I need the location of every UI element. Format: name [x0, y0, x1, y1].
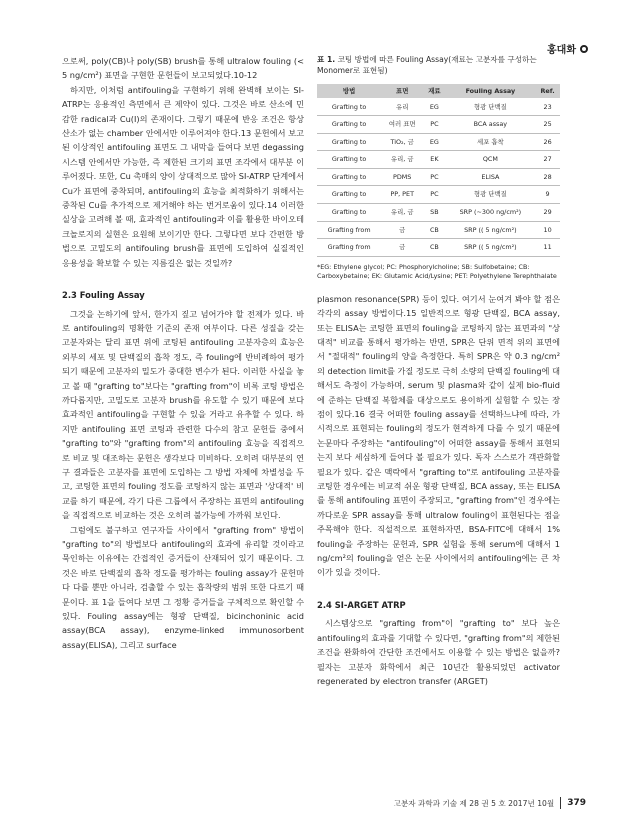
table-cell: 금	[381, 239, 423, 257]
table-cell: 26	[535, 133, 560, 151]
table-row	[317, 239, 560, 257]
table-cell: BCA assay	[446, 116, 536, 134]
table-cell: 유리	[381, 98, 423, 115]
header-material: 재료	[423, 84, 445, 98]
header-author: 홍대화	[547, 45, 576, 56]
header-surface: 표면	[381, 84, 423, 98]
table-cell: CB	[423, 221, 445, 239]
paragraph: 시스템상으로 "grafting from"이 "grafting to" 보다 높은 antifouling의 효과를 기대할 수 있다면, "grafting from"의 제한된 조건을 완화하여 간단한 조건에서도 이용할 수 있는 방법은 없을까? 필자는 고분자 화학에서 최근 10년간 활용되었던 activator regenerated by electron transfer (ARGET)	[317, 618, 560, 686]
table-cell: SRP (( 5 ng/cm²)	[446, 239, 536, 257]
table-cell: Grafting to	[317, 168, 381, 186]
table-cell: 세포 흡착	[446, 133, 536, 151]
paragraph: 하지만, 이처럼 antifouling을 구현하기 위해 완벽해 보이는 SI-ATRP는 응용적인 측면에서 큰 제약이 있다. 그것은 바로 산소에 민감한 radical과 Cu(I)의 존재이다. 그렇기 때문에 반응 조건은 항상 산소가 없는 chamber 안에서만 이루어져야 한다.13 문헌에서 보고된 이상적인 antifouling 표면도 그 내막을 들여다 보면 degassing 시스템 안에서만 가능한, 즉 제한된 크기의 표면 조각에서 대부분 이루어졌다. 또한, Cu 촉매의 양이 상대적으로 많아 SI-ATRP 단계에서 Cu가 표면에 중착되며, antifouling의 효능을 최적화하기 위해서는 중착된 Cu를 추가적으로 제거해야 하는 번거로움이 있다.14 이러한 실상을 고려해 볼 때, 효과적인 antifouling과 이를 활용한 바이오테크놀로지의 실현은 요원해 보이기만 한다. 그렇다면 보다 간편한 방법으로 고밀도의 antifouling brush를 표면에 도입하여 실질적인 응용성을 확보할 수 있는 지름길은 없는 것일까?	[62, 84, 304, 268]
paragraph: 그것을 논하기에 앞서, 한가지 짚고 넘어가야 할 전제가 있다. 바로 antifouling의 명확한 기준의 존재 여부이다. 다른 성질을 갖는 고분자와는 달리 표면 위에 코팅된 antifouling 고분자층의 효능은 외부의 세포 및 단백질의 흡착 정도, 즉 fouling에 반비례하여 평가되기 때문에 고분자의 밀도가 중대한 변수가 된다. 이러한 사실을 놓고 볼 때 "grafting to"보다는 "grafting from"이 비록 코팅 방법은 까다롭지만, 고밀도로 고분자 brush를 유도할 수 있기 때문에 보다 효과적인 antifouling을 구현할 수 있을 거라고 유추할 수 있다. 하지만 antifouling 표면 코팅과 관련한 다수의 참고 문헌들 중에서 "grafting to"와 "grafting from"의 antifouling 효능을 직접적으로 비교 및 대조하는 문헌은 생각보다 미비하다. 오히려 대부분의 연구 결과들은 고분자를 표면에 도입하는 그 방법 자체에 차별성을 두고, 코팅한 표면의 fouling 정도를 코팅하지 않는 표면과 '상대적' 비교를 하기 때문에, 각기 다른 그룹에서 주장하는 표면의 antifouling을 직접적으로 비교하는 것은 오히려 불가능에 가까워 보인다.	[62, 308, 304, 521]
table-cell: 29	[535, 203, 560, 221]
footer-divider	[560, 797, 561, 809]
table-cell: 유리, 금	[381, 151, 423, 169]
table-cell: Grafting to	[317, 116, 381, 134]
table-cell: 25	[535, 116, 560, 134]
paragraph: 그럼에도 불구하고 연구자들 사이에서 "grafting from" 방법이 "grafting to"의 방법보다 antifouling의 효과에 유리할 것이라고 묵인하는 이유에는 간접적인 증거들이 산재되어 있기 때문이다. 그것은 바로 단백질의 흡착 정도를 평가하는 fouling assay가 문헌마다 다를 뿐만 아니라, 검출할 수 있는 흡착량의 범위 또한 다르기 때문이다. 표 1을 들여다 보면 그 정황 증거들을 구체적으로 확인할 수 있다. Fouling assay에는 형광 단백질, bicinchoninic acid assay(BCA assay), enzyme-linked immunosorbent assay(ELISA), 그리고 surface	[62, 524, 304, 650]
table-cell: Grafting from	[317, 221, 381, 239]
table-cell: 9	[535, 186, 560, 204]
page-footer	[394, 797, 586, 809]
table-cell: 23	[535, 98, 560, 115]
table-cell: TiO₂, 금	[381, 133, 423, 151]
table-cell: SB	[423, 203, 445, 221]
footer-journal: 고분자 과학과 기술 제 28 권 5 호 2017년 10월	[393, 798, 555, 808]
table-row	[317, 116, 560, 134]
header-assay: Fouling Assay	[446, 84, 536, 98]
table-cell: PC	[423, 186, 445, 204]
table-cell: PC	[423, 116, 445, 134]
table-cell: 27	[535, 151, 560, 169]
table-cell: PP, PET	[381, 186, 423, 204]
header-method: 방법	[317, 84, 381, 98]
table-cell: 형광 단백질	[446, 186, 536, 204]
page-number: 379	[567, 798, 586, 808]
table-row	[317, 151, 560, 169]
table-cell: 28	[535, 168, 560, 186]
paragraph: plasmon resonance(SPR) 등이 있다. 여기서 눈여겨 봐야 할 점은 각각의 assay 방법이다.15 일반적으로 형광 단백질, BCA assay, 또는 ELISA는 코팅한 표면의 fouling을 코팅하지 않는 표면과의 "상대적" 비교를 통해서 평가하는 반면, SPR은 단위 면적 위의 표면에서 "절대적" fouling의 양을 측정한다. 특히 SPR은 약 0.3 ng/cm²의 detection limit를 가질 정도로 극히 소량의 단백질 fouling에 대해서도 측정이 가능하며, serum 및 plasma와 같이 실제 bio-fluid에 준하는 단백질 복합체를 대상으로도 용이하게 실험할 수 있는 장점이 있다.16 결국 어떠한 fouling assay를 선택하느냐에 따라, 가시적으로 표현되는 fouling의 정도가 현격하게 다를 수 있기 때문에 논문마다 주장하는 "antifouling"이 어떠한 assay를 통해서 표현되는지 보다 세심하게 들여다 볼 필요가 있다. 독자 스스로가 객관화할 필요가 있다. 같은 맥락에서 "grafting to"로 antifouling 고분자를 코팅한 경우에는 비교적 쉬운 형광 단백질, BCA assay, 또는 ELISA를 통해 antifouling 표면이 주장되고, "grafting from"인 경우에는 까다로운 SPR assay를 통해 ultralow fouling이 표현된다는 점을 주목해야 한다. 직설적으로 표현하자면, BSA-FITC에 대해서 1% fouling을 주장하는 문헌과, SPR 실험을 통해 serum에 대해서 1 ng/cm²의 fouling을 얻은 논문 사이에서의 antifouling에는 큰 차이가 있을 것이다.	[317, 293, 560, 578]
table-cell: SRP (~300 ng/cm²)	[446, 203, 536, 221]
table-cell: 10	[535, 221, 560, 239]
left-column	[62, 54, 304, 652]
table-cell: SRP (( 5 ng/cm²)	[446, 221, 536, 239]
table-cell: 형광 단백질	[446, 98, 536, 115]
table-row	[317, 98, 560, 115]
paragraph: 으로써, poly(CB)나 poly(SB) brush를 통해 ultralow fouling (< 5 ng/cm²) 표면을 구현한 문헌들이 보고되었다.10-12	[62, 56, 304, 81]
table-cell: 여러 표면	[381, 116, 423, 134]
table-row	[317, 186, 560, 204]
circle-icon	[580, 45, 588, 53]
table-caption	[317, 54, 560, 76]
table-cell: 11	[535, 239, 560, 257]
table-footnote: *EG: Ethylene glycol; PC: Phosphorylcholine; SB: Sulfobetaine; CB: Carboxybetaine; EK: Glutamic Acid/Lysine; PET: Polyethylene Terephthalate	[317, 262, 557, 281]
section-heading: 2.3 Fouling Assay	[62, 290, 145, 301]
table-row	[317, 133, 560, 151]
table-cell: EK	[423, 151, 445, 169]
header-ref: Ref.	[535, 84, 560, 98]
table-cell: EG	[423, 98, 445, 115]
table-header-row	[317, 84, 560, 98]
table-row	[317, 203, 560, 221]
table-cell: Grafting to	[317, 203, 381, 221]
table-cell: Grafting to	[317, 133, 381, 151]
table-row	[317, 221, 560, 239]
table-label: 표 1.	[317, 55, 336, 64]
table-cell: QCM	[446, 151, 536, 169]
table-cell: Grafting to	[317, 98, 381, 115]
right-column	[317, 54, 560, 688]
table-cell: Grafting to	[317, 151, 381, 169]
table-cell: PDMS	[381, 168, 423, 186]
table-cell: PC	[423, 168, 445, 186]
section-heading: 2.4 SI-ARGET ATRP	[317, 599, 406, 610]
table-caption-text: 코팅 방법에 따른 Fouling Assay(재료는 고분자를 구성하는 Monomer로 표현됨)	[317, 55, 537, 75]
table-cell: Grafting to	[317, 186, 381, 204]
table-cell: EG	[423, 133, 445, 151]
table-cell: 금	[381, 221, 423, 239]
table-cell: CB	[423, 239, 445, 257]
table-cell: 유리, 금	[381, 203, 423, 221]
fouling-assay-table	[317, 84, 560, 257]
table-row	[317, 168, 560, 186]
table-cell: ELISA	[446, 168, 536, 186]
table-cell: Grafting from	[317, 239, 381, 257]
